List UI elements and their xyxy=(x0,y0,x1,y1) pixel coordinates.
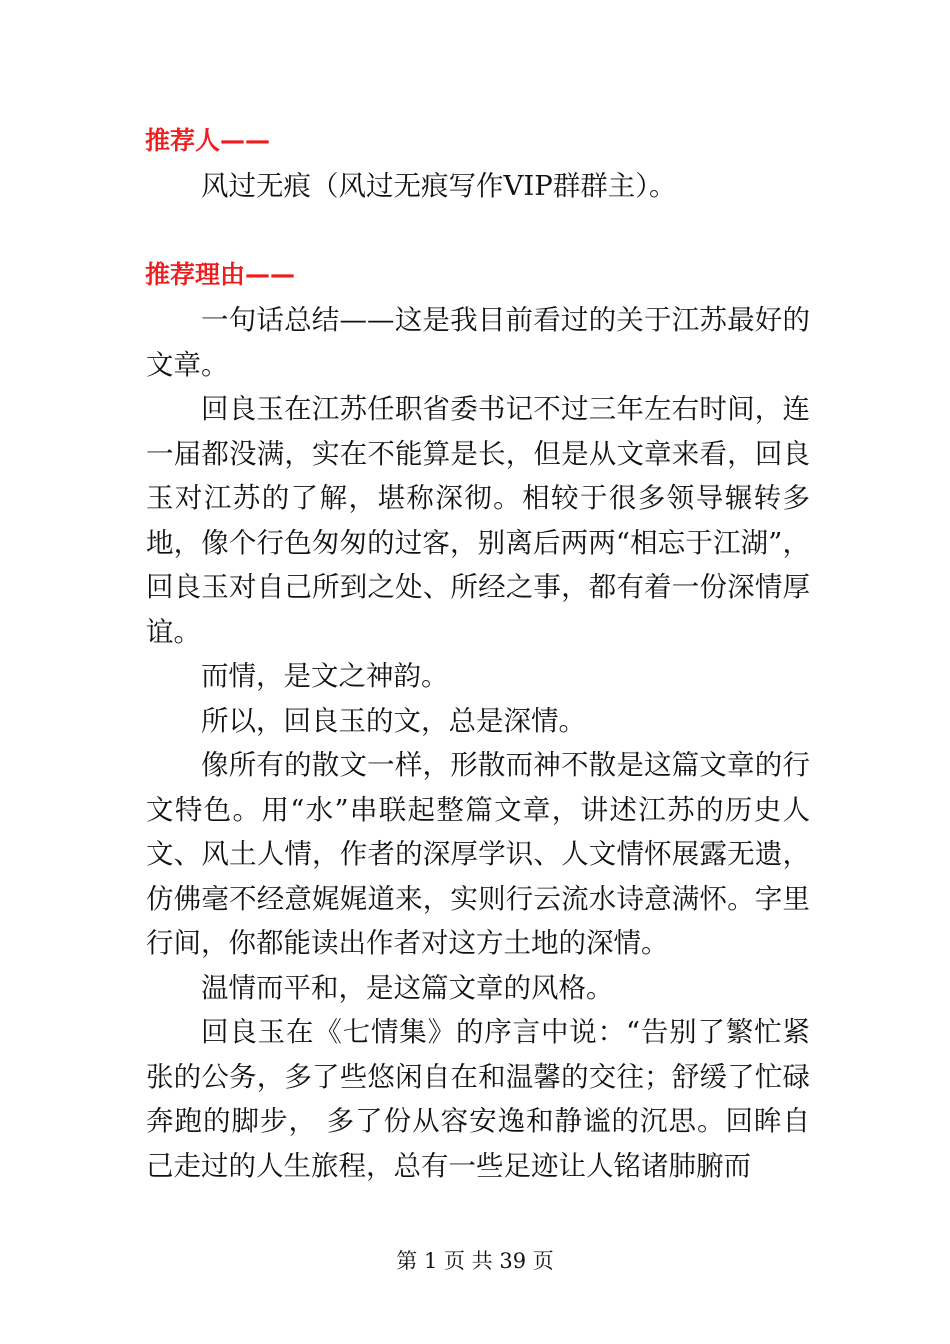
reason-paragraph: 回良玉在江苏任职省委书记不过三年左右时间，连一届都没满，实在不能算是长，但是从文章来看，回良玉对江苏的了解，堪称深彻。相较于很多领导辗转多地，像个行色匆匆的过客，别离后两两“相忘于江湖”，回良玉对自己所到之处、所经之事，都有着一份深情厚谊。 xyxy=(146,393,810,648)
recommender-text: 风过无痕（风过无痕写作VIP群群主）。 xyxy=(201,170,677,202)
reason-paragraph: 而情，是文之神韵。 xyxy=(201,660,449,692)
reason-body xyxy=(146,298,810,1188)
reason-paragraph: 所以，回良玉的文，总是深情。 xyxy=(201,704,586,737)
reason-paragraph: 温情而平和，是这篇文章的风格。 xyxy=(201,971,614,1004)
recommender-section xyxy=(146,164,810,209)
reason-paragraph: 像所有的散文一样，形散而神不散是这篇文章的行文特色。用“水”串联起整篇文章，讲述江苏的历史人文、风土人情，作者的深厚学识、人文情怀展露无遗，仿佛毫不经意娓娓道来，实则行云流水诗意满怀。字里行间，你都能读出作者对这方土地的深情。 xyxy=(146,749,810,959)
recommender-heading: 推荐人—— xyxy=(145,126,271,155)
page-number-footer: 第 1 页 共 39 页 xyxy=(396,1249,554,1273)
reason-heading: 推荐理由—— xyxy=(145,260,296,289)
reason-paragraph: 一句话总结——这是我目前看过的关于江苏最好的文章。 xyxy=(146,304,810,381)
reason-paragraph: 回良玉在《七情集》的序言中说：“告别了繁忙紧张的公务，多了些悠闲自在和温馨的交往；舒缓了忙碌奔跑的脚步， 多了份从容安逸和静谧的沉思。回眸自己走过的人生旅程，总有一些足迹让人铭诸肺腑而 xyxy=(146,1016,810,1182)
